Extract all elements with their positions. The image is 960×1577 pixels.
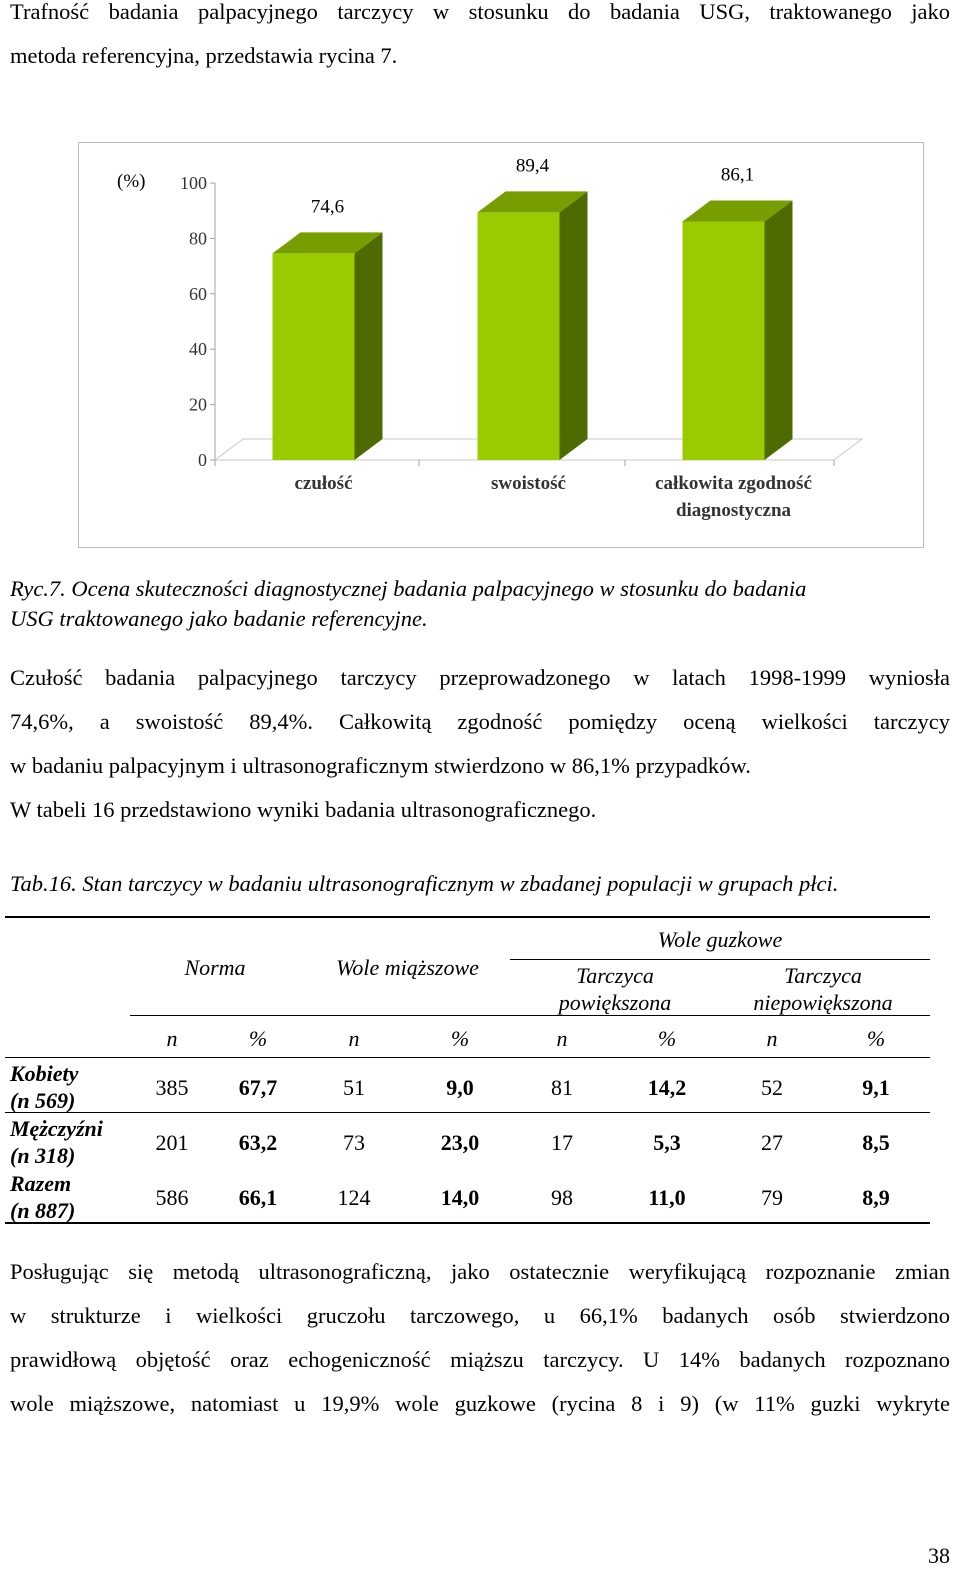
table-cell: 52 <box>761 1075 783 1100</box>
bar-front <box>478 212 560 460</box>
header-wole-guzkowe: Wole guzkowe <box>657 927 783 952</box>
y-axis-label: (%) <box>117 171 146 192</box>
bar-side <box>355 232 383 460</box>
text-line: w strukturze i wielkości gruczołu tarczowego, u 66,1% badanych osób stwierdzono <box>10 1303 950 1328</box>
text-line: W tabeli 16 przedstawiono wyniki badania ultrasonograficznego. <box>10 797 597 822</box>
y-tick-label: 80 <box>189 228 207 249</box>
table-cell: 67,7 <box>238 1075 278 1100</box>
row-label-count: (n 318) <box>10 1143 76 1168</box>
table-cell: 11,0 <box>648 1185 686 1210</box>
header-powiekszona: Tarczyca <box>576 963 654 988</box>
header-wole-miazszowe: Wole miąższowe <box>336 955 479 980</box>
row-label: Razem <box>10 1171 72 1196</box>
header-rule <box>510 959 930 960</box>
category-label: czułość <box>294 473 353 494</box>
text-line: metoda referencyjna, przedstawia rycina 7. <box>10 43 398 68</box>
header-n: n <box>348 1026 360 1051</box>
table-cell: 9,0 <box>446 1075 474 1100</box>
text-line: prawidłową objętość oraz echogeniczność miąższu tarczycy. U 14% badanych rozpoznano <box>10 1347 950 1372</box>
bar-chart <box>79 143 925 549</box>
table-cell: 124 <box>337 1185 371 1210</box>
table-cell: 23,0 <box>440 1130 480 1155</box>
row-label: Kobiety <box>10 1061 79 1086</box>
table-cell: 63,2 <box>238 1130 278 1155</box>
header-percent: % <box>248 1026 268 1051</box>
caption-line: Ryc.7. Ocena skuteczności diagnostycznej badania palpacyjnego w stosunku do badania <box>10 576 807 601</box>
bar-chart-figure <box>78 142 924 548</box>
table-cell: 14,2 <box>647 1075 687 1100</box>
header-n: n <box>556 1026 568 1051</box>
header-n: n <box>766 1026 778 1051</box>
data-label: 86,1 <box>720 164 755 186</box>
header-niepowiekszona: niepowiększona <box>753 990 893 1015</box>
bar-front <box>683 222 765 460</box>
table-cell: 17 <box>551 1130 573 1155</box>
table-top-rule <box>5 916 930 918</box>
text-line: w badaniu palpacyjnym i ultrasonograficznym stwierdzono w 86,1% przypadków. <box>10 753 751 778</box>
y-tick-label: 40 <box>189 339 207 360</box>
table-cell: 586 <box>155 1185 189 1210</box>
row-rule <box>5 1057 930 1058</box>
table-cell: 66,1 <box>238 1185 278 1210</box>
table-cell: 14,0 <box>440 1185 480 1210</box>
data-label: 74,6 <box>310 196 345 218</box>
y-tick-label: 20 <box>189 394 207 415</box>
y-tick-label: 0 <box>198 450 207 470</box>
bar <box>683 201 793 460</box>
table-cell: 98 <box>551 1185 573 1210</box>
table-cell: 27 <box>761 1130 783 1155</box>
header-percent: % <box>866 1026 886 1051</box>
bar-side <box>560 191 588 460</box>
table-cell: 9,1 <box>862 1075 890 1100</box>
header-n: n <box>166 1026 178 1051</box>
bar <box>273 232 383 460</box>
category-label: diagnostyczna <box>675 500 792 521</box>
text-line: wole miąższowe, natomiast u 19,9% wole guzkowe (rycina 8 i 9) (w 11% guzki wykryte <box>10 1391 950 1416</box>
table-caption: Tab.16. Stan tarczycy w badaniu ultrasonograficznym w zbadanej populacji w grupach płci. <box>10 871 839 896</box>
table-cell: 8,9 <box>862 1185 890 1210</box>
conclusion-paragraph <box>10 1250 950 1426</box>
category-label: swoistość <box>491 473 566 494</box>
table-cell: 385 <box>155 1075 189 1100</box>
header-niepowiekszona: Tarczyca <box>784 963 862 988</box>
y-tick-label: 60 <box>189 283 207 304</box>
table-cell: 73 <box>343 1130 365 1155</box>
header-norma: Norma <box>184 955 246 980</box>
bar-side <box>765 201 793 460</box>
text-line: 74,6%, a swoistość 89,4%. Całkowitą zgodność pomiędzy oceną wielkości tarczycy <box>10 709 950 734</box>
table-cell: 201 <box>155 1130 189 1155</box>
row-rule <box>5 1112 930 1113</box>
bar <box>478 191 588 460</box>
figure-caption <box>10 574 950 634</box>
table-cell: 51 <box>343 1075 365 1100</box>
category-label: całkowita zgodność <box>655 473 812 494</box>
intro-paragraph <box>10 0 950 78</box>
page-number: 38 <box>928 1543 950 1568</box>
table-bottom-rule <box>5 1222 930 1224</box>
table-cell: 79 <box>761 1185 783 1210</box>
row-label-count: (n 569) <box>10 1088 76 1113</box>
results-paragraph <box>10 656 950 832</box>
header-powiekszona: powiększona <box>558 990 672 1015</box>
table-cell: 8,5 <box>862 1130 890 1155</box>
data-label: 89,4 <box>515 155 550 177</box>
header-percent: % <box>657 1026 677 1051</box>
y-tick-label: 100 <box>180 173 207 193</box>
results-table <box>0 915 930 1227</box>
row-label: Mężczyźni <box>10 1116 103 1141</box>
text-line: Trafność badania palpacyjnego tarczycy w stosunku do badania USG, traktowanego jako <box>10 0 950 24</box>
table-cell: 81 <box>551 1075 573 1100</box>
bar-front <box>273 253 355 460</box>
row-label-count: (n 887) <box>10 1198 76 1223</box>
text-line: Czułość badania palpacyjnego tarczycy przeprowadzonego w latach 1998-1999 wyniosła <box>10 665 950 690</box>
caption-line: USG traktowanego jako badanie referencyjne. <box>10 606 428 631</box>
text-line: Posługując się metodą ultrasonograficzną, jako ostatecznie weryfikującą rozpoznanie zmian <box>10 1259 950 1284</box>
table-cell: 5,3 <box>653 1130 681 1155</box>
header-percent: % <box>450 1026 470 1051</box>
